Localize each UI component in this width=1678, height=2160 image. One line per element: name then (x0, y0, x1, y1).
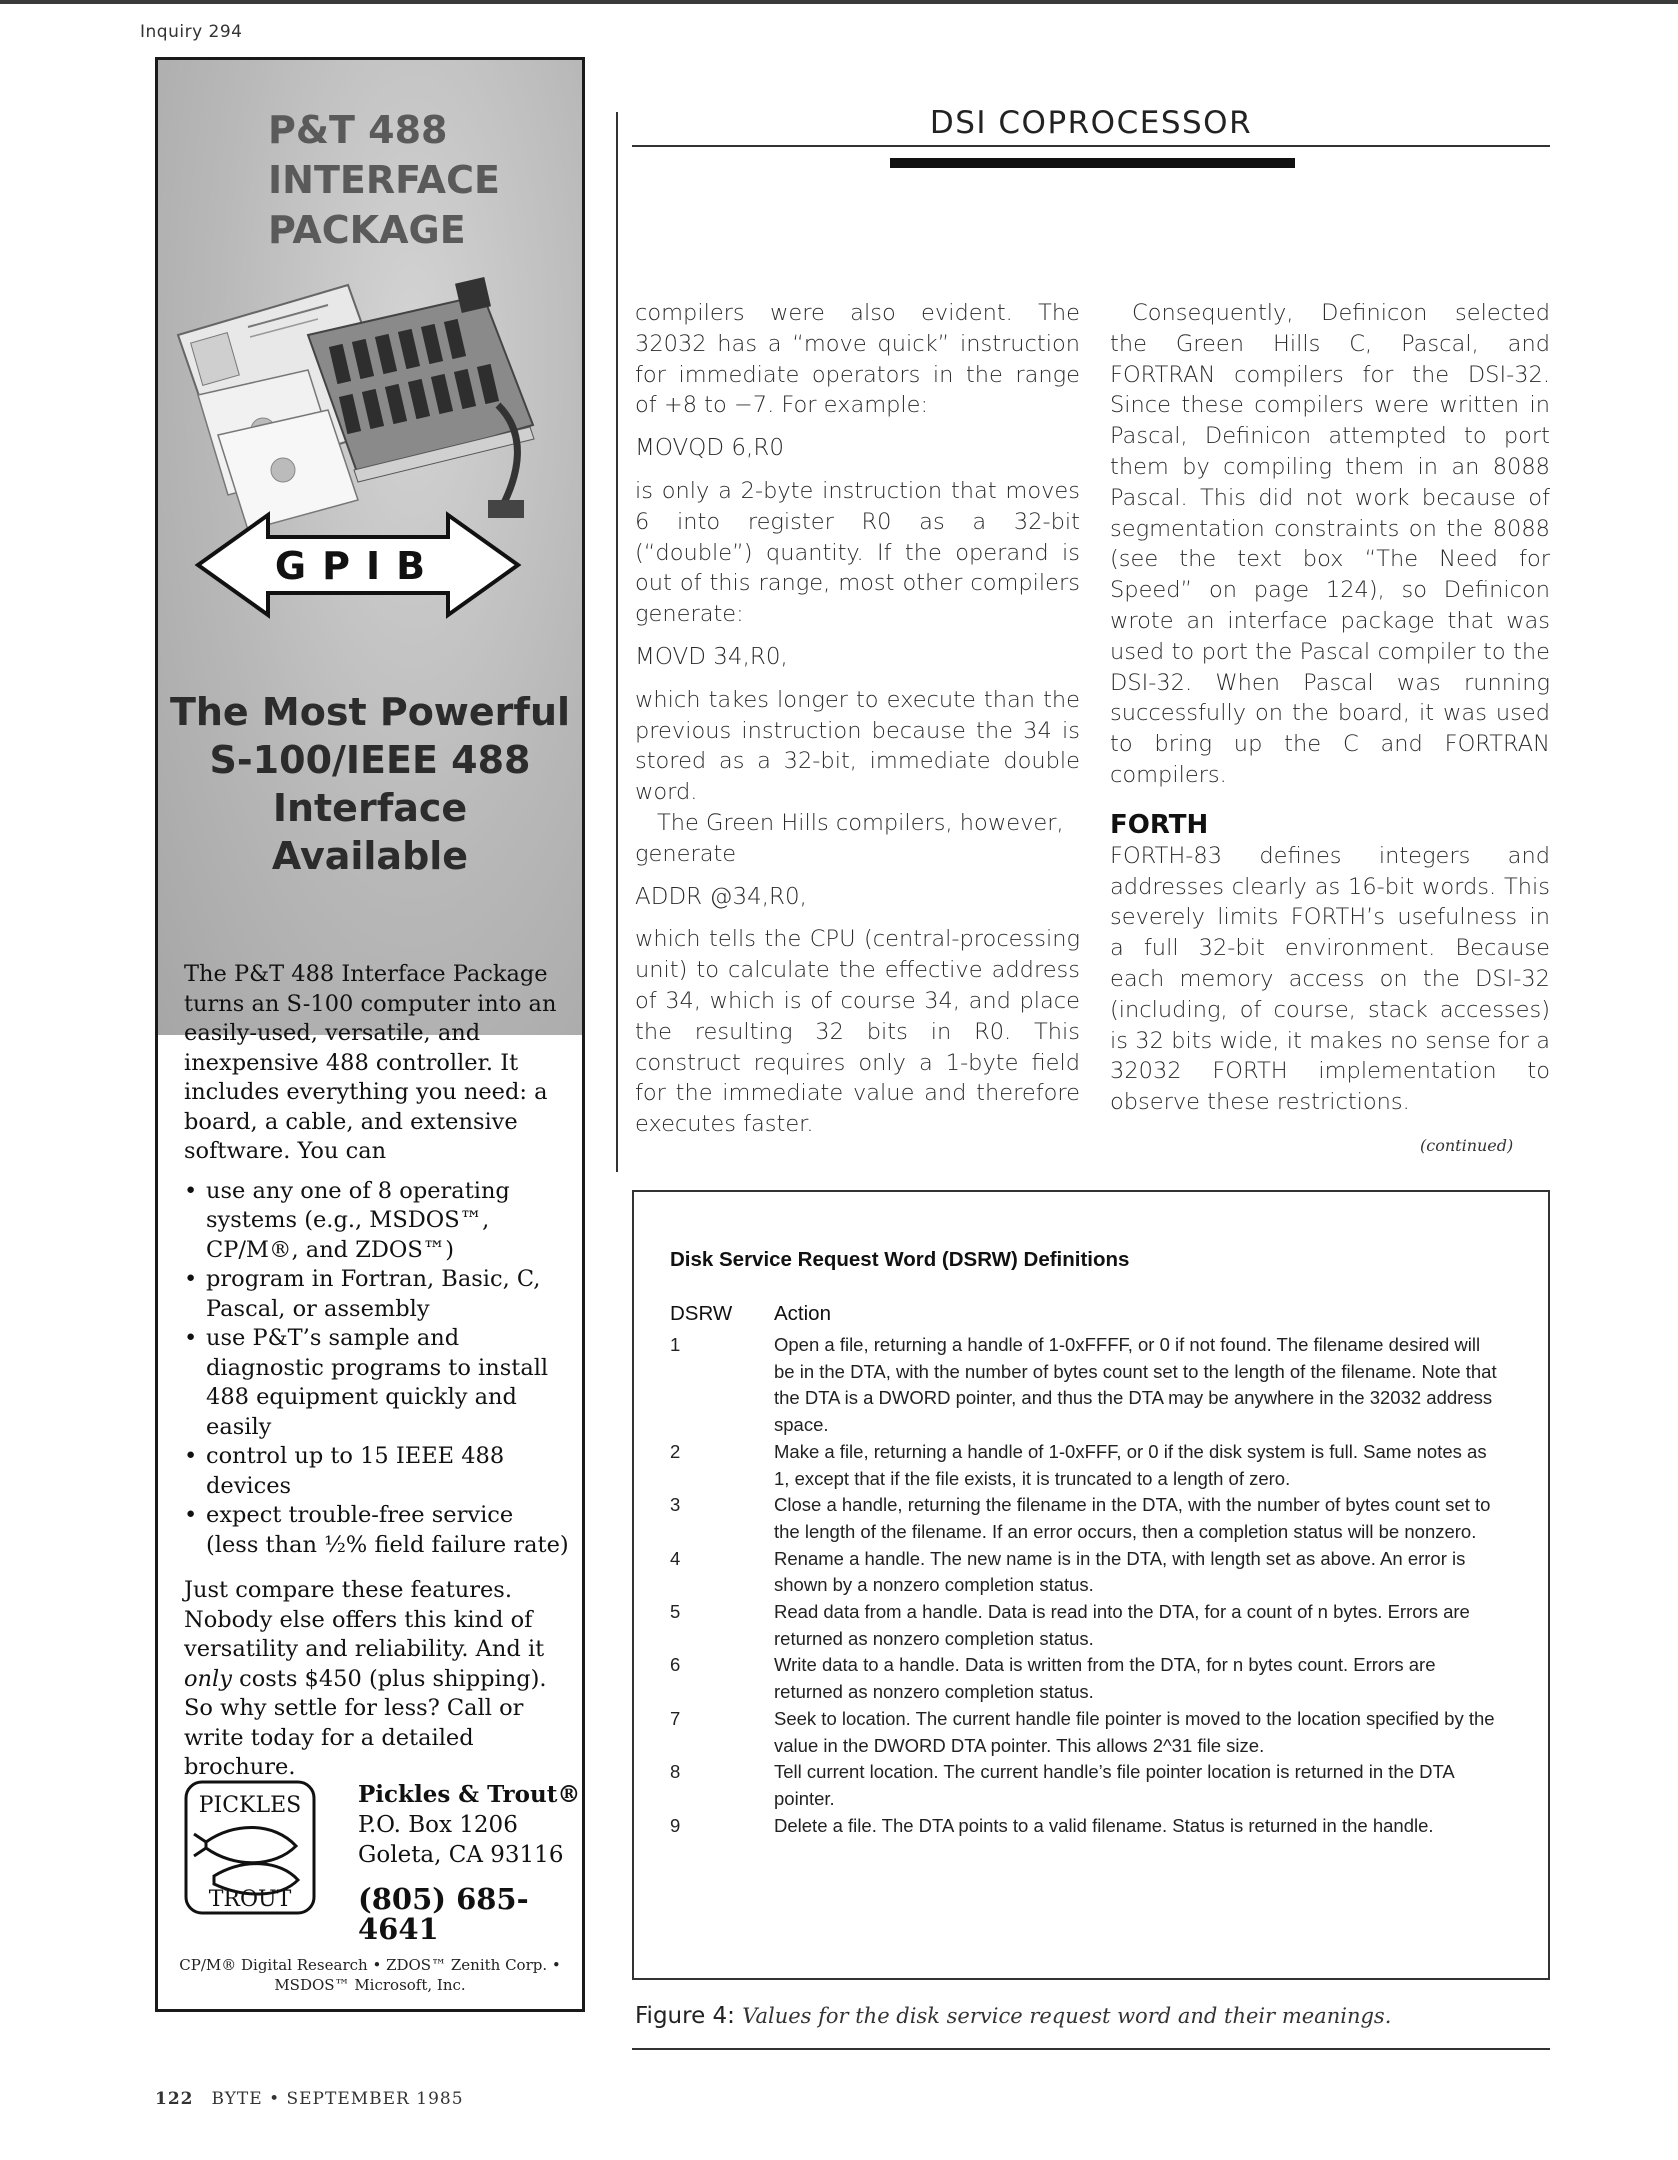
dsrw-code: 6 (670, 1654, 681, 1676)
article-paragraph: compilers were also evident. The 32032 has a “move quick” instruction for immediate operators in the range of +8 to −7. For example: (635, 300, 1080, 419)
column-divider (616, 112, 618, 1172)
company-phone: (805) 685-4641 (358, 1882, 529, 1946)
dsrw-action: Open a file, returning a handle of 1-0xFFFF, or 0 if not found. The filename desired will be in the DTA, with the number of bytes count set to the length of the filename. Note that the DTA is a DWORD pointer, and thus the DTA may be anywhere in the 32032 address space. (774, 1334, 1497, 1436)
table-row (634, 1546, 1548, 1599)
dsrw-action: Make a file, returning a handle of 1-0xFFF, or 0 if the disk system is full. Same notes as 1, except that if the file exists, it is truncated to a length of zero. (774, 1440, 1487, 1489)
article-paragraph: Consequently, Definicon selected the Green Hills C, Pascal, and FORTRAN compilers for the DSI-32. Since these compilers were written in Pascal, Definicon attempted to port them by compiling them in an 8088 Pascal. This did not work because of segmentation constraints on the 8088 (see the text box “The Need for Speed” on page 124), so Definicon wrote an interface package that was used to port the Pascal compiler to the DSI-32. When Pascal was running successfully on the board, it was used to bring up the C and FORTRAN compilers. (1110, 300, 1550, 788)
inquiry-number: Inquiry 294 (140, 22, 243, 42)
section-rule (632, 145, 1550, 147)
ad-company-info (358, 1780, 582, 1944)
ad-feature-item: • control up to 15 IEEE 488 devices (184, 1442, 570, 1501)
ad-feature-item: • program in Fortran, Basic, C, Pascal, or assembly (184, 1265, 570, 1324)
column-header-action: Action (774, 1302, 831, 1325)
ad-compare-part: Just compare these features. Nobody else offers this kind of versatility and reliability. And it (184, 1577, 545, 1662)
ad-feature-item: • use P&T’s sample and diagnostic programs to install 488 equipment quickly and easily (184, 1324, 570, 1442)
ad-photo-area (158, 60, 582, 1035)
figure-caption (635, 2003, 1391, 2029)
ad-title (268, 105, 500, 255)
ad-title-line: PACKAGE (268, 208, 466, 252)
ad-headline-line: Available (271, 834, 469, 878)
dsrw-code: 8 (670, 1761, 681, 1783)
ad-headline-line: S-100/IEEE 488 (209, 738, 531, 782)
article-subhead: FORTH (1110, 809, 1209, 840)
company-name: Pickles & Trout® (358, 1781, 581, 1808)
dsrw-code: 2 (670, 1440, 681, 1462)
table-row (634, 1599, 1548, 1652)
code-line: ADDR @34,R0, (635, 883, 807, 910)
continued-note: (continued) (1420, 1136, 1514, 1155)
ad-feature-list (184, 1177, 570, 1561)
table-row (634, 1439, 1548, 1492)
article-paragraph: is only a 2-byte instruction that moves 6 into register R0 as a 32-bit (“double”) quantity. If the operand is out of this range, most other compilers generate: (635, 477, 1080, 628)
ad-compare-text (184, 1576, 570, 1783)
dsrw-action: Read data from a handle. Data is read into the DTA, for a count of n bytes. Errors are returned as nonzero completion status. (774, 1601, 1470, 1649)
ad-headline-line: Interface (272, 786, 468, 830)
dsrw-code: 9 (670, 1814, 681, 1836)
top-rule (0, 0, 1678, 4)
dsrw-code: 5 (670, 1601, 681, 1623)
code-line: MOVD 34,R0, (635, 643, 788, 670)
figure-caption-text: Values for the disk service request word and their meanings. (742, 2004, 1392, 2028)
figure-box (632, 1190, 1550, 1980)
page-footer (155, 2089, 464, 2109)
dsrw-action: Seek to location. The current handle file pointer is moved to the location specified by the value in the DWORD DTA pointer. This allows 2^31 file size. (774, 1707, 1495, 1756)
ad-compare-part: costs $450 (plus shipping). So why settle for less? Call or write today for a detailed brochure. (184, 1665, 547, 1780)
article-column-left (635, 298, 1080, 1140)
table-row (634, 1813, 1548, 1840)
table-row (634, 1492, 1548, 1545)
ad-title-line: P&T 488 (268, 108, 448, 152)
dsrw-table (634, 1332, 1548, 1839)
ad-headline-line: The Most Powerful (169, 690, 571, 734)
dsrw-action: Tell current location. The current handle’s file pointer location is returned in the DTA pointer. (774, 1761, 1454, 1809)
ad-title-line: INTERFACE (268, 158, 500, 202)
article-column-right (1110, 298, 1550, 1118)
caption-rule (632, 2048, 1550, 2050)
company-address-line: P.O. Box 1206 (358, 1812, 518, 1838)
ad-trademark-notice: CP/M® Digital Research • ZDOS™ Zenith Corp. • MSDOS™ Microsoft, Inc. (179, 1956, 561, 1994)
table-row (634, 1332, 1548, 1439)
table-row (634, 1759, 1548, 1812)
dsrw-code: 4 (670, 1547, 681, 1569)
page-number: 122 (155, 2089, 194, 2109)
advertisement (155, 57, 585, 2012)
ad-feature-item: • expect trouble-free service (less than ½% field failure rate) (184, 1501, 570, 1560)
company-address-line: Goleta, CA 93116 (358, 1842, 564, 1868)
article-paragraph: FORTH-83 defines integers and addresses clearly as 16-bit words. This severely limits FORTH’s usefulness in a full 32-bit environment. Because each memory access on the DSI-32 (including, of course, stack accesses) is 32 bits wide, it makes no sense for a 32032 FORTH implementation to observe these restrictions. (1110, 842, 1550, 1116)
gpib-arrow (198, 515, 518, 615)
dsrw-action: Close a handle, returning the filename in the DTA, with the number of bytes count set to the length of the filename. If an error occurs, then a completion status will be nonzero. (774, 1494, 1491, 1542)
ad-compare-emphasis: only (184, 1665, 232, 1692)
figure-title: Disk Service Request Word (DSRW) Definitions (670, 1248, 1130, 1271)
dsrw-action: Delete a file. The DTA points to a valid filename. Status is returned in the handle. (774, 1814, 1434, 1836)
logo-text-bottom: TROUT (208, 1887, 292, 1912)
code-line: MOVQD 6,R0 (635, 435, 784, 462)
article-paragraph: The Green Hills compilers, however, generate (635, 809, 1064, 867)
magazine-issue: BYTE • SEPTEMBER 1985 (211, 2089, 464, 2109)
table-row (634, 1652, 1548, 1705)
ad-intro: The P&T 488 Interface Package turns an S-100 computer into an easily-used, versatile, and inexpensive 488 controller. It includes everything you need: a board, a cable, and extensive software. You can (184, 961, 557, 1164)
product-photo (158, 275, 582, 695)
ad-body-copy (184, 960, 570, 1783)
gpib-label: GPIB (274, 544, 442, 588)
article-paragraph: which takes longer to execute than the previous instruction because the 34 is stored as a 32-bit, immediate double word. (635, 686, 1080, 806)
section-title: DSI COPROCESSOR (929, 105, 1253, 141)
dsrw-action: Write data to a handle. Data is written from the DTA, for n bytes count. Errors are returned as nonzero completion status. (774, 1654, 1436, 1703)
table-row (634, 1706, 1548, 1759)
logo-text-top: PICKLES (198, 1793, 302, 1818)
ad-feature-item: • use any one of 8 operating systems (e.g., MSDOS™, CP/M®, and ZDOS™) (184, 1177, 570, 1266)
dsrw-code: 3 (670, 1494, 681, 1516)
dsrw-code: 7 (670, 1707, 681, 1729)
article-paragraph: which tells the CPU (central-processing unit) to calculate the effective address of 34, which is of course 34, and place the resulting 32 bits in R0. This construct requires only a 1-byte field for the immediate value and therefore executes faster. (635, 926, 1080, 1138)
dsrw-code: 1 (670, 1334, 681, 1355)
figure-caption-label: Figure 4: (635, 2003, 735, 2029)
section-bar (890, 158, 1295, 168)
column-header-dsrw: DSRW (670, 1302, 733, 1325)
pickles-trout-logo (184, 1780, 316, 1915)
ad-headline (163, 688, 577, 880)
dsrw-action: Rename a handle. The new name is in the DTA, with length set as above. An error is shown by a nonzero completion status. (774, 1547, 1466, 1596)
